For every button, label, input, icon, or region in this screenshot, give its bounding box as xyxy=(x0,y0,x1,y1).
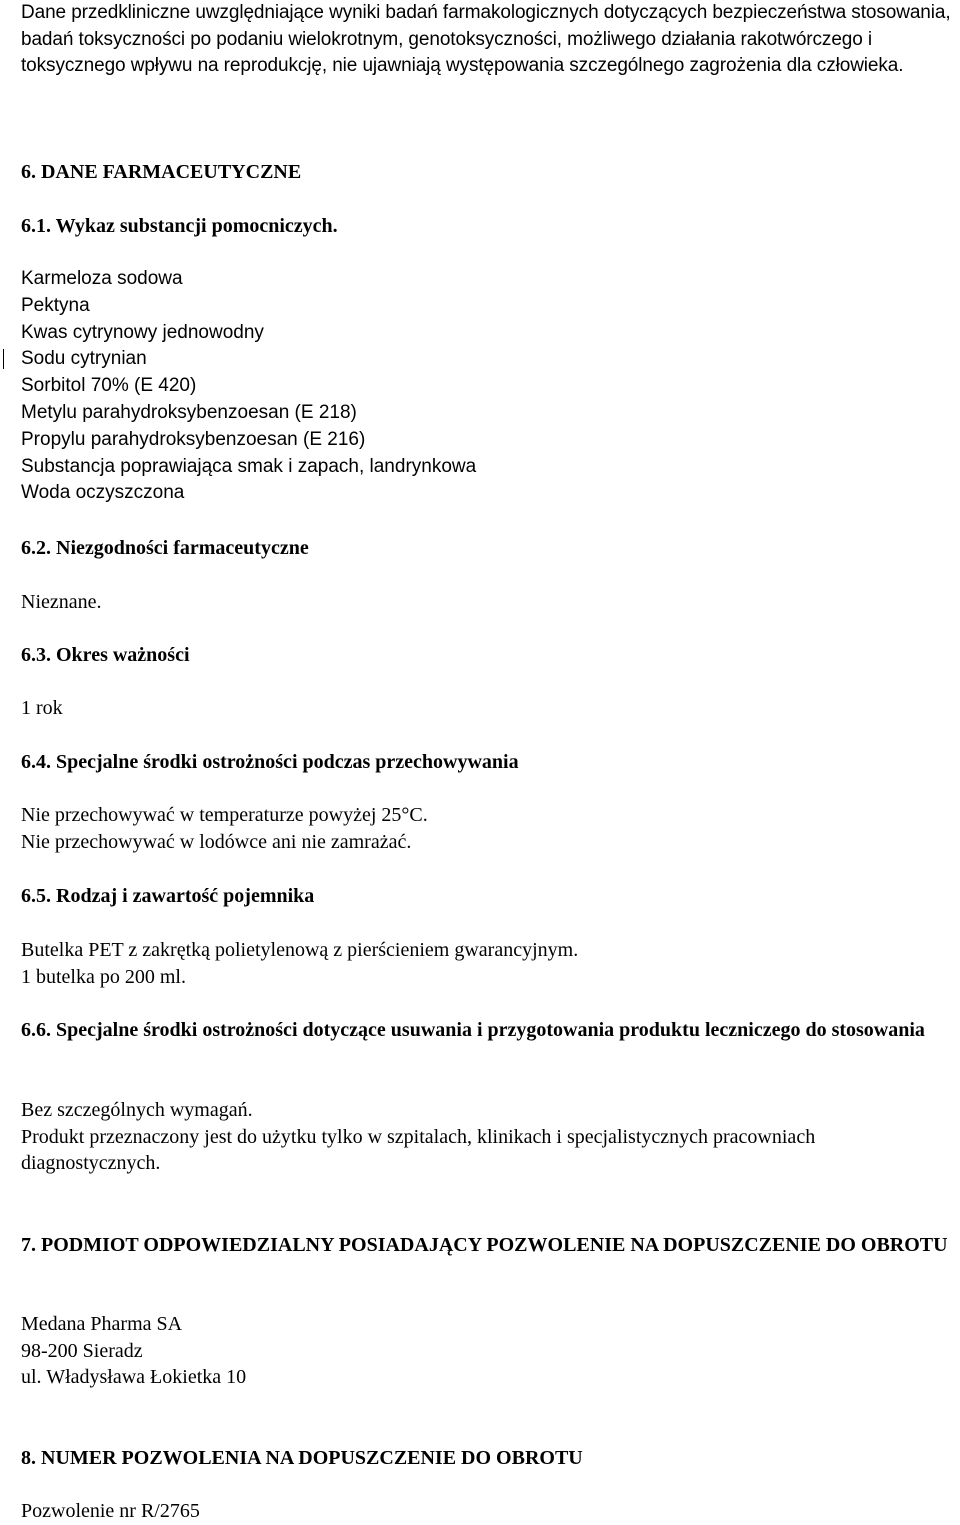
revision-change-bar xyxy=(3,349,4,369)
incompatibilities-text: Nieznane. xyxy=(21,591,102,613)
authorisation-number: Pozwolenie nr R/2765 xyxy=(21,1500,200,1522)
section-6-6-heading: 6.6. Specjalne środki ostrożności dotyczące usuwania i przygotowania produktu leczniczego do stosowania xyxy=(21,1019,925,1041)
holder-name: Medana Pharma SA xyxy=(21,1313,183,1335)
excipient-item: Sorbitol 70% (E 420) xyxy=(21,375,197,397)
preclinical-data-paragraph: Dane przedkliniczne uwzględniające wyniki badań farmakologicznych dotyczących bezpieczeństwa stosowania, badań toksyczności po podaniu wielokrotnym, genotoksyczności, możliwego działania rakotwórczego i toksycznego wpływu na reprodukcję, nie ujawniają występowania szczególnego zagrożenia dla człowieka. xyxy=(21,2,951,76)
disposal-instructions xyxy=(21,1097,841,1177)
disposal-line: Bez szczególnych wymagań. xyxy=(21,1099,253,1121)
section-8-heading: 8. NUMER POZWOLENIA NA DOPUSZCZENIE DO OBROTU xyxy=(21,1447,583,1469)
shelf-life-text: 1 rok xyxy=(21,697,63,719)
holder-postal-code: 98-200 Sieradz xyxy=(21,1339,143,1362)
container-line: 1 butelka po 200 ml. xyxy=(21,965,186,988)
excipient-item: Metylu parahydroksybenzoesan (E 218) xyxy=(21,401,357,423)
section-6-heading: 6. DANE FARMACEUTYCZNE xyxy=(21,161,302,183)
section-6-5-heading: 6.5. Rodzaj i zawartość pojemnika xyxy=(21,885,315,907)
storage-precautions xyxy=(21,802,428,855)
excipient-item: Woda oczyszczona xyxy=(21,482,185,504)
excipients-list xyxy=(21,266,476,507)
section-7-heading: 7. PODMIOT ODPOWIEDZIALNY POSIADAJĄCY POZWOLENIE NA DOPUSZCZENIE DO OBROTU xyxy=(21,1234,948,1256)
container-line: Butelka PET z zakrętką polietylenową z pierścieniem gwarancyjnym. xyxy=(21,939,579,961)
section-6-1-heading: 6.1. Wykaz substancji pomocniczych. xyxy=(21,215,338,237)
storage-line: Nie przechowywać w lodówce ani nie zamrażać. xyxy=(21,830,412,853)
excipient-item: Sodu cytrynian xyxy=(21,348,147,370)
excipient-item: Pektyna xyxy=(21,294,90,316)
storage-line: Nie przechowywać w temperaturze powyżej 25°C. xyxy=(21,804,428,826)
marketing-authorisation-holder xyxy=(21,1311,246,1391)
section-6-2-heading: 6.2. Niezgodności farmaceutyczne xyxy=(21,537,309,559)
section-6-4-heading: 6.4. Specjalne środki ostrożności podczas przechowywania xyxy=(21,751,519,773)
excipient-item: Substancja poprawiająca smak i zapach, landrynkowa xyxy=(21,455,477,477)
excipient-item: Propylu parahydroksybenzoesan (E 216) xyxy=(21,428,366,450)
excipient-item: Karmeloza sodowa xyxy=(21,268,183,289)
section-6-3-heading: 6.3. Okres ważności xyxy=(21,644,190,666)
excipient-item: Kwas cytrynowy jednowodny xyxy=(21,321,264,343)
disposal-line: Produkt przeznaczony jest do użytku tylko w szpitalach, klinikach i specjalistycznych pracowniach diagnostycznych. xyxy=(21,1125,816,1174)
holder-street: ul. Władysława Łokietka 10 xyxy=(21,1366,247,1388)
container-description xyxy=(21,937,578,990)
